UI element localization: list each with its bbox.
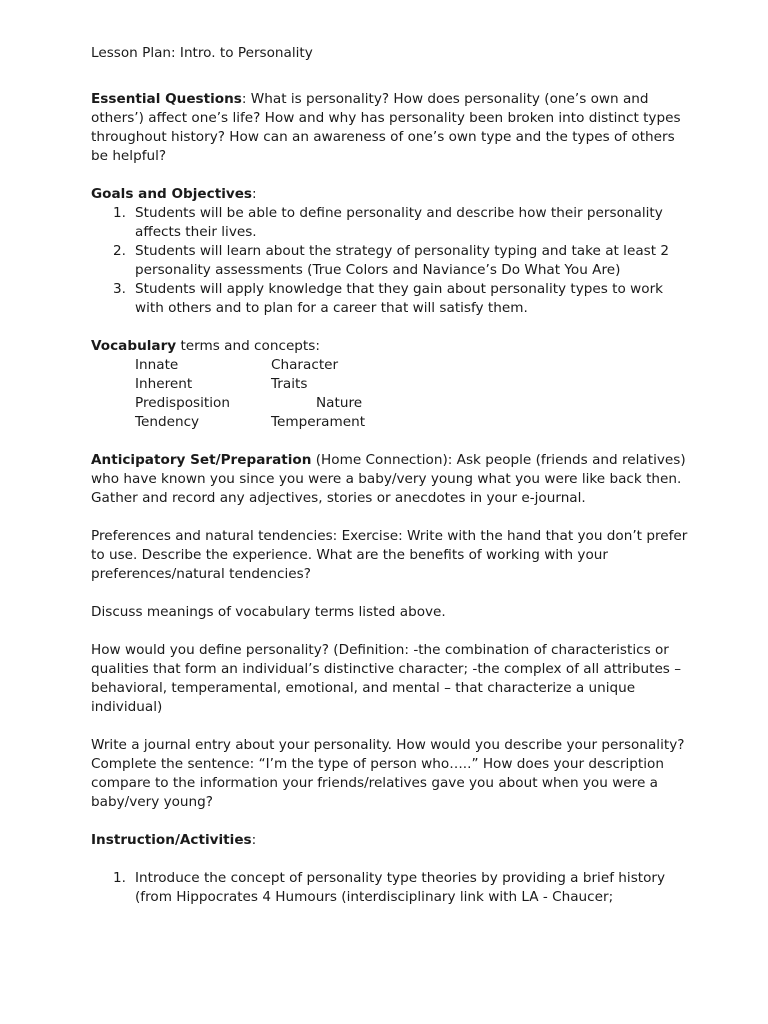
essential-questions-label: Essential Questions — [91, 91, 242, 107]
list-item: 1. Introduce the concept of personality type theories by providing a brief history (from Hippocrates 4 Humours (interdisciplinary link with LA - Chaucer; — [113, 870, 666, 905]
vocabulary-heading: Vocabulary terms and concepts: — [91, 338, 320, 354]
instruction-label: Instruction/Activities — [91, 832, 252, 848]
goals-label: Goals and Objectives — [91, 186, 253, 202]
list-item: 1. Students will be able to define personality and describe how their personality affects their lives. — [113, 205, 663, 240]
instruction-list — [91, 869, 691, 907]
list-item: 2. Students will learn about the strategy of personality typing and take at least 2 personality assessments (True Colors and Naviance’s Do What You Are) — [113, 243, 670, 278]
vocabulary-row: Tendency Temperament — [135, 414, 366, 430]
discuss-paragraph: Discuss meanings of vocabulary terms listed above. — [91, 604, 446, 620]
vocabulary-table — [91, 356, 691, 432]
vocabulary-row: Innate Character — [135, 357, 339, 373]
page-title: Lesson Plan: Intro. to Personality — [91, 45, 313, 61]
essential-questions-text: : What is personality? How does personality (one’s own and others’) affect one’s life? How and why has personality been broken into distinct types throughout history? How can an awareness of one’s own type and the types of others be helpful? — [91, 91, 681, 164]
document-page — [91, 44, 691, 907]
vocabulary-label: Vocabulary — [91, 338, 177, 354]
goals-heading: Goals and Objectives: — [91, 186, 257, 202]
list-item: 3. Students will apply knowledge that they gain about personality types to work with others and to plan for a career that will satisfy them. — [113, 281, 664, 316]
vocabulary-row: Predisposition Nature — [135, 395, 363, 411]
definition-paragraph: How would you define personality? (Definition: -the combination of characteristics or qualities that form an individual’s distinctive character; -the complex of all attributes – behavioral, temperamental, emotional, and mental – that characterize a unique individual) — [91, 642, 682, 715]
anticipatory-label: Anticipatory Set/Preparation — [91, 452, 312, 468]
goals-list — [91, 204, 691, 318]
journal-paragraph: Write a journal entry about your personality. How would you describe your personality? Complete the sentence: “I’m the type of person who…..” How does your description compare to the information your friends/relatives gave you about when you were a baby/very young? — [91, 737, 685, 810]
anticipatory-paragraph: Anticipatory Set/Preparation (Home Connection): Ask people (friends and relatives) who have known you since you were a baby/very young what you were like back then. Gather and record any adjectives, stories or anecdotes in your e-journal. — [91, 452, 686, 506]
vocabulary-row: Inherent Traits — [135, 376, 308, 392]
preferences-paragraph: Preferences and natural tendencies: Exercise: Write with the hand that you don’t prefer to use. Describe the experience. What are the benefits of working with your preferences/natural tendencies? — [91, 528, 688, 582]
essential-questions-paragraph — [91, 90, 691, 166]
instruction-heading: Instruction/Activities: — [91, 832, 257, 848]
